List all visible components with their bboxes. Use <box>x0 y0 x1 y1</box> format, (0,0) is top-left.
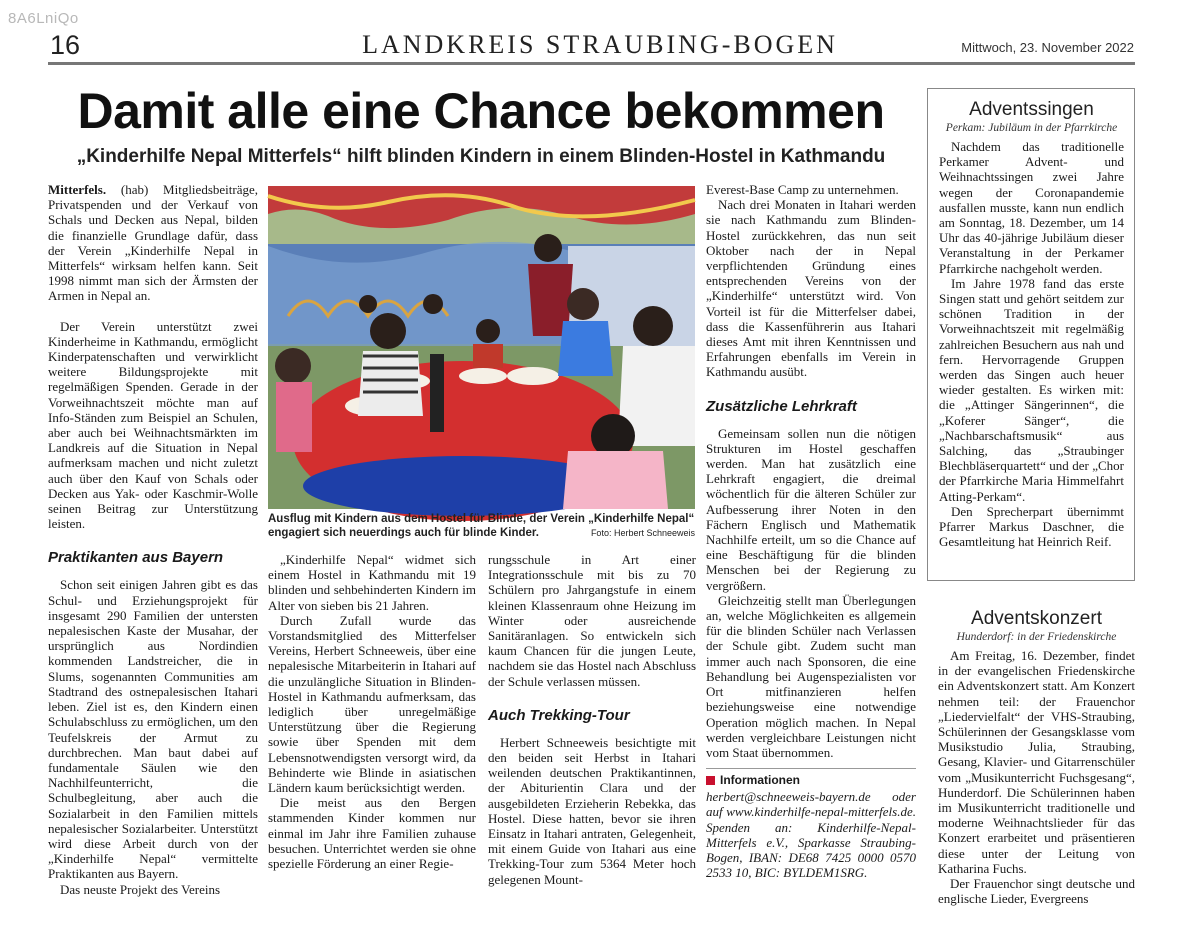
article-paragraph: „Kinderhilfe Nepal“ widmet sich einem Hostel in Kathmandu mit 19 blinden und sehbehinderten Kindern im Alter von sieben bis 21 Jahren. <box>268 552 476 613</box>
subheading-praktikanten: Praktikanten aus Bayern <box>48 549 224 567</box>
article-paragraph: rungsschule in Art einer Integrationsschule mit bis zu 70 Schülern pro Jahrgangstufe in einem kleinen Klassenraum ohne Heizung im Winter oder ausreichende Sanitäranlagen. So entwickeln sich kaum Chancen für die jungen Leute, nachdem sie das Hostel nach Abschluss der Schule verlassen müssen. <box>488 552 696 689</box>
photo-caption <box>268 512 695 540</box>
article-column-3 <box>488 552 696 887</box>
article-paragraph: Gleichzeitig stellt man Überlegungen an, welche Möglichkeiten es allgemein für die blinden Schüler nach Verlassen der Schule gibt. Zudem sucht man immer auch nach Sponsoren, die eine Behandlung bei Augenspezialisten vor Ort mitfinanzieren helfen beziehungsweise eine notwendige Operation möglich machen. In Nepal werden vergleichbare Leistungen nicht vom Staat übernommen. <box>706 592 916 760</box>
article-column-2 <box>268 552 476 882</box>
sidebar-adventssingen <box>927 88 1135 581</box>
subheadline: „Kinderhilfe Nepal Mitterfels“ hilft blinden Kindern in einem Blinden-Hostel in Kathmandu <box>76 146 886 167</box>
publication-date: Mittwoch, 23. November 2022 <box>961 40 1134 55</box>
sidebar-paragraph: Am Freitag, 16. Dezember, findet in der evangelischen Friedenskirche ein Adventskonzert statt. Am Konzert nehmen teil: der Frauenchor „Liedervielfalt“ der VHS-Straubing, Schülerinnen der Gesangsklasse vom Musikstudio Julia, Straubing, Gesang, Klavier- und Gitarrenschüler vom „Musikunterricht Fuchsgesang“, Hunderdorf. Die Schülerinnen haben im Musikunterricht traditionelle und moderne Weihnachtslieder für das Konzert erarbeitet und präsentieren diese unter der Leitung von Katharina Fuchs. <box>938 648 1135 876</box>
article-paragraph: Durch Zufall wurde das Vorstandsmitglied des Mitterfelser Vereins, Herbert Schneeweis, über eine nepalesische Mitarbeiterin in Itahari auf die unzulängliche Situation in Blinden-Hostel in Kathmandu aufmerksam, das lediglich über unregelmäßige Unterstützung über die Regierung sowie über Spenden mit dem Lebensnotwendigsten versorgt wird, da Behinderte wie Blinde in asiatischen Ländern kaum berücksichtigt werden. <box>268 612 476 796</box>
red-square-icon <box>706 776 715 785</box>
article-paragraph: Schon seit einigen Jahren gibt es das Schul- und Erziehungsprojekt für insgesamt 290 Familien der untersten nepalesischen Kaste der Musahar, der ursprünglich aus Nordindien kommenden Landstreicher, die in Slums, sogenannten Communities am Stadtrand des ostnepalesischen Itahari leben. Ziel ist es, den Kindern einen Schulabschluss zu ermöglichen, um den Teufelskreis der Armut zu durchbrechen. Man baut dabei auf fundamentale Säulen wie den Nachhilfeunterricht, die Schulbegleitung, aber auch die Sozialarbeit in den Familien mittels nepalesischer Sozialarbeiter. Unterstützt wird diese Arbeit durch von der „Kinderhilfe Nepal“ vermittelte Praktikanten aus Bayern. <box>48 577 258 882</box>
page-number: 16 <box>50 30 81 60</box>
watermark: 8A6LniQo <box>8 10 79 27</box>
sidebar-title: Adventssingen <box>969 99 1094 120</box>
sidebar-paragraph: Der Frauenchor singt deutsche und englische Lieder, Evergreens <box>938 876 1135 907</box>
article-column-4 <box>706 182 916 900</box>
header-rule <box>48 62 1135 65</box>
headline: Damit alle eine Chance bekommen <box>77 83 885 139</box>
article-paragraph: Der Verein unterstützt zwei Kinderheime in Kathmandu, ermöglicht Kinderpatenschaften und verwirklicht weitere Bildungsprojekte mit regelmäßigen Spenden. Gerade in der Vorweihnachtszeit möchte man auf Info-Ständen zum Beispiel an Schulen, aber auch bei Weihnachtsmärkten im Landkreis auf die Situation in Nepal aufmerksam machen und nicht zuletzt auch über den Kauf von Schals oder Decken aus Yak- oder Kaschmir-Wolle seinen Beitrag zur Unterstützung leisten. <box>48 318 258 532</box>
info-text: herbert@schneeweis-bayern.de oder auf www.kinderhilfe-nepal-mitterfels.de. Spenden an: Kinderhilfe-Nepal-Mitterfels e.V., Sparkasse Straubing-Bogen, IBAN: DE68 7425 0000 0570 2533 10, BIC: BYLDEM1SRG. <box>706 789 916 881</box>
sidebar-title: Adventskonzert <box>971 608 1102 629</box>
subheading-trekking: Auch Trekking-Tour <box>488 706 630 724</box>
article-column-1 <box>48 182 258 897</box>
sidebar-paragraph: Nachdem das traditionelle Perkamer Advent- und Weihnachtssingen zwei Jahre wegen der Coronapandemie ausfallen musste, kann nun endlich am Sonntag, 18. Dezember, um 14 Uhr das 40-jährige Jubiläum dieser Veranstaltung in der Perkamer Pfarrkirche nachgeholt werden. <box>939 139 1124 276</box>
article-paragraph: Herbert Schneeweis besichtigte mit den beiden seit Herbst in Itahari weilenden deutschen Praktikantinnen, der Abiturientin Clara und der ausgebildeten Erzieherin Rebekka, das Hostel. Diese hatten, bevor sie ihren Einsatz in Itahari antraten, Gelegenheit, mit einem Guide von Itahari aus eine Trekking-Tour zum 5364 Meter hoch gelegenen Mount- <box>488 734 696 887</box>
section-title: LANDKREIS STRAUBING-BOGEN <box>362 30 838 59</box>
article-paragraph: Gemeinsam sollen nun die nötigen Strukturen im Hostel geschaffen werden. Man hat zusätzlich eine Lehrkraft engagiert, die dreimal wöchentlich für die älteren Schüler zur Aufbesserung ihrer Noten in den Fächern Englisch und Mathematik Nachhilfe erteilt, um so die Chance auf eine Beschäftigung für die blinden Menschen bei der Regierung zu vergrößern. <box>706 425 916 593</box>
sidebar-paragraph: Den Sprecherpart übernimmt Pfarrer Markus Daschner, die Gesamtleitung hat Heinrich Reif. <box>939 503 1124 550</box>
dateline: Mitterfels. <box>48 182 107 197</box>
subheading-lehrkraft: Zusätzliche Lehrkraft <box>706 397 857 415</box>
article-photo <box>268 186 695 509</box>
sidebar-subtitle: Perkam: Jubiläum in der Pfarrkirche <box>945 122 1118 134</box>
sidebar-body <box>939 139 1124 549</box>
article-paragraph: Die meist aus den Bergen stammenden Kinder kommen nur einmal im Jahr ihre Familien zuhause besuchen. Unterrichtet werden sie ohne spezielle Förderung an einer Regie- <box>268 795 476 872</box>
article-paragraph: Nach drei Monaten in Itahari werden sie nach Kathmandu zum Blinden-Hostel zurückkehren, das nun seit Oktober nach der in Nepal verpflichtenden Gründung eines entsprechenden Vereins von der „Kinderhilfe“ unterstützt wird. Von Vorteil ist für die Mitterfelser dabei, dass die Kassenführerin aus Itahari dieses Amt mit ihren Kenntnissen und Erfahrungen ebenfalls im Verein in Kathmandu ausübt. <box>706 197 916 380</box>
caption-text: Ausflug mit Kindern aus dem Hostel für Blinde, der Verein „Kinderhilfe Nepal“ engagiert sich neuerdings auch für blinde Kinder. <box>268 513 695 539</box>
sidebar-adventskonzert <box>927 604 1135 907</box>
sidebar-body <box>938 648 1135 906</box>
sidebar-subtitle: Hunderdorf: in der Friedenskirche <box>956 631 1117 643</box>
article-paragraph: Das neuste Projekt des Vereins <box>60 881 221 897</box>
sidebar-paragraph: Im Jahre 1978 fand das erste Singen statt und gehört seitdem zur schönen Tradition in der Vorweihnachtszeit mit regelmäßig zahlreichen Besuchern aus nah und fern. Hervorragende Gruppen werden das Singen auch heuer wieder gestalten. Es wirken mit: die „Attinger Sängerinnen“, die „Koferer Sänger“, die „Nachbarschaftsmusik“ aus Salching, das „Straubinger Blechbläserquartett“ und der „Chor der Pfarrkirche Maria Himmelfahrt Atting-Perkam“. <box>939 275 1124 504</box>
photo-credit: Foto: Herbert Schneeweis <box>590 528 695 538</box>
article-paragraph: Everest-Base Camp zu unternehmen. <box>706 182 899 197</box>
info-heading: Informationen <box>706 768 916 787</box>
article-paragraph: Mitterfels. (hab) Mitgliedsbeiträge, Privatspenden und der Verkauf von Schals und Decken aus Nepal, bilden die finanzielle Grundlage dafür, dass der Verein „Kinderhilfe Nepal in Mitterfels“ wirksam helfen kann. Seit 1998 nimmt man sich der Ärmsten der Armen in Nepal an. <box>48 182 258 304</box>
